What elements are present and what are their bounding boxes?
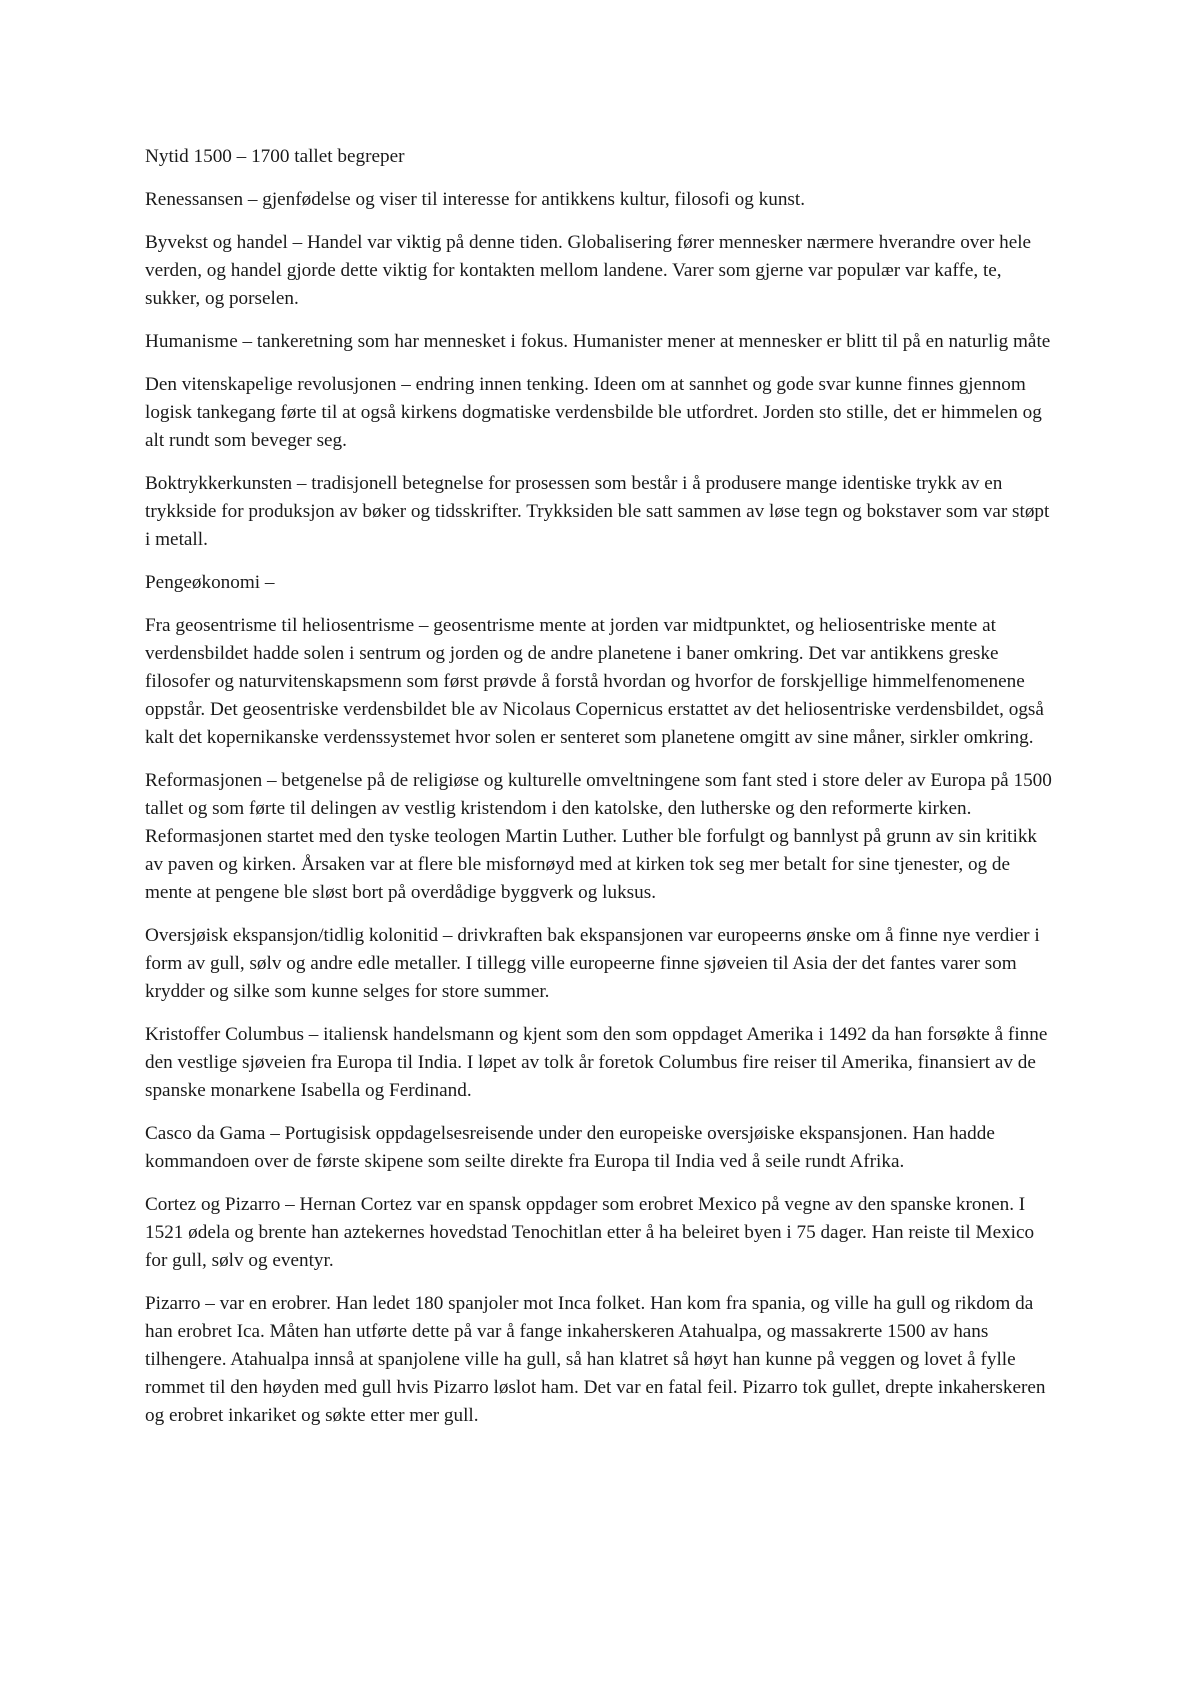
paragraph-byvekst-og-handel: Byvekst og handel – Handel var viktig på denne tiden. Globalisering fører mennesker nærmere hverandre over hele verden, og handel gjorde dette viktig for kontakten mellom landene. Varer som gjerne var populær var kaffe, te, sukker, og porselen. — [145, 232, 1032, 309]
paragraph-casco-da-gama: Casco da Gama – Portugisisk oppdagelsesreisende under den europeiske oversjøiske ekspansjonen. Han hadde kommandoen over de første skipene som seilte direkte fra Europa til India ved å seile rundt Afrika. — [145, 1123, 995, 1172]
paragraph-vitenskapelige-revolusjonen: Den vitenskapelige revolusjonen – endring innen tenking. Ideen om at sannhet og gode svar kunne finnes gjennom logisk tankegang førte til at også kirkens dogmatiske verdensbilde ble utfordret. Jorden sto stille, det er himmelen og alt rundt som beveger seg. — [145, 374, 1042, 451]
paragraph-boktrykkerkunsten: Boktrykkerkunsten – tradisjonell betegnelse for prosessen som består i å produsere mange identiske trykk av en trykkside for produksjon av bøker og tidsskrifter. Trykksiden ble satt sammen av løse tegn og bokstaver som var støpt i metall. — [145, 473, 1050, 550]
paragraph-oversjoisk-ekspansjon: Oversjøisk ekspansjon/tidlig kolonitid – drivkraften bak ekspansjonen var europeerns ønske om å finne nye verdier i form av gull, sølv og andre edle metaller. I tillegg ville europeerne finne sjøveien til Asia der det fantes varer som krydder og silke som kunne selges for store summer. — [145, 925, 1040, 1002]
paragraph-pengeokonomi: Pengeøkonomi – — [145, 572, 275, 593]
paragraph-humanisme: Humanisme – tankeretning som har mennesket i fokus. Humanister mener at mennesker er blitt til på en naturlig måte — [145, 331, 1051, 352]
paragraph-geosentrisme-heliosentrisme: Fra geosentrisme til heliosentrisme – geosentrisme mente at jorden var midtpunktet, og heliosentriske mente at verdensbildet hadde solen i sentrum og jorden og de andre planetene i baner omkring. Det var antikkens greske filosofer og naturvitenskapsmenn som først prøvde å forstå hvordan og hvorfor de forskjellige himmelfenomenene oppstår. Det geosentriske verdensbildet ble av Nicolaus Copernicus erstattet av det heliosentriske verdensbildet, også kalt det kopernikanske verdenssystemet hvor solen er senteret som planetene omgitt av sine måner, sirkler omkring. — [145, 615, 1044, 748]
document-body — [145, 143, 1055, 1445]
document-title: Nytid 1500 – 1700 tallet begreper — [145, 146, 405, 167]
paragraph-reformasjonen: Reformasjonen – betgenelse på de religiøse og kulturelle omveltningene som fant sted i store deler av Europa på 1500 tallet og som førte til delingen av vestlig kristendom i den katolske, den lutherske og den reformerte kirken. Reformasjonen startet med den tyske teologen Martin Luther. Luther ble forfulgt og bannlyst på grunn av sin kritikk av paven og kirken. Årsaken var at flere ble misfornøyd med at kirken tok seg mer betalt for sine tjenester, og de mente at pengene ble sløst bort på overdådige byggverk og luksus. — [145, 770, 1052, 903]
paragraph-kristoffer-columbus: Kristoffer Columbus – italiensk handelsmann og kjent som den som oppdaget Amerika i 1492 da han forsøkte å finne den vestlige sjøveien fra Europa til India. I løpet av tolk år foretok Columbus fire reiser til Amerika, finansiert av de spanske monarkene Isabella og Ferdinand. — [145, 1024, 1048, 1101]
paragraph-cortez-og-pizarro: Cortez og Pizarro – Hernan Cortez var en spansk oppdager som erobret Mexico på vegne av den spanske kronen. I 1521 ødela og brente han aztekernes hovedstad Tenochitlan etter å ha beleiret byen i 75 dager. Han reiste til Mexico for gull, sølv og eventyr. — [145, 1194, 1035, 1271]
paragraph-pizarro: Pizarro – var en erobrer. Han ledet 180 spanjoler mot Inca folket. Han kom fra spania, og ville ha gull og rikdom da han erobret Ica. Måten han utførte dette på var å fange inkaherskeren Atahualpa, og massakrerte 1500 av hans tilhengere. Atahualpa innså at spanjolene ville ha gull, så han klatret så høyt han kunne på veggen og lovet å fylle rommet til den høyden med gull hvis Pizarro løslot ham. Det var en fatal feil. Pizarro tok gullet, drepte inkaherskeren og erobret inkariket og søkte etter mer gull. — [145, 1293, 1046, 1426]
paragraph-renessansen: Renessansen – gjenfødelse og viser til interesse for antikkens kultur, filosofi og kunst. — [145, 189, 806, 210]
